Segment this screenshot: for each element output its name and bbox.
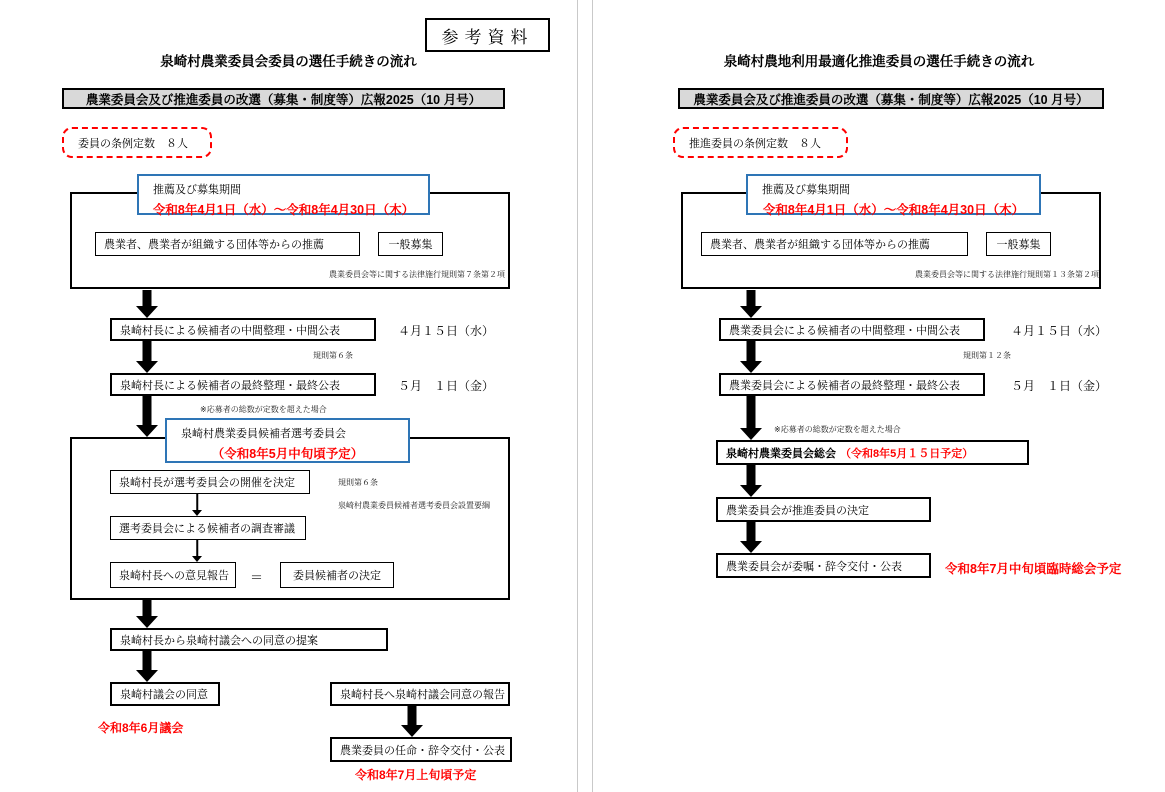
left-final-box: 泉崎村長による候補者の最終整理・最終公表 [110, 373, 376, 396]
right-period-label: 推薦及び募集期間 [762, 184, 850, 196]
right-final-date: ５月 １日（金） [1011, 379, 1108, 393]
down-arrow [136, 600, 158, 628]
left-appointment-schedule-note: 令和8年7月上旬頃予定 [355, 768, 477, 782]
left-appointment-box: 農業委員の任命・辞令交付・公表 [330, 737, 512, 762]
left-section-header: 農業委員会及び推進委員の改選（募集・制度等）広報2025（10 月号） [62, 88, 505, 109]
right-interim-box: 農業委員会による候補者の中間整理・中間公表 [719, 318, 985, 341]
down-arrow [136, 396, 158, 437]
right-quota-text: 推進委員の条例定数 ８人 [689, 137, 821, 150]
equals-sign: ＝ [250, 570, 264, 585]
left-public-recruitment-box: 一般募集 [378, 232, 443, 256]
right-general-assembly-box [716, 440, 1029, 465]
left-rule-note-2: 規則第６条 [338, 478, 378, 487]
right-public-recruitment-box: 一般募集 [986, 232, 1051, 256]
left-quota-text: 委員の条例定数 ８人 [78, 137, 188, 150]
left-review-box: 選考委員会による候補者の調査審議 [110, 516, 306, 540]
right-section-header: 農業委員会及び推進委員の改選（募集・制度等）広報2025（10 月号） [678, 88, 1104, 109]
left-selection-committee-date: （令和8年5月中旬頃予定） [211, 447, 364, 461]
down-arrow [401, 706, 423, 737]
right-law-note: 農業委員会等に関する法律施行規則第１３条第２項 [915, 270, 1099, 279]
left-selection-committee-title: 泉崎村農業委員候補者選考委員会 [181, 428, 346, 440]
left-council-consent-box: 泉崎村議会の同意 [110, 682, 220, 706]
left-rule-note-3: 泉崎村農業委員候補者選考委員会設置要綱 [338, 501, 490, 510]
left-rule-note-1: 規則第６条 [313, 351, 353, 360]
left-proposal-box: 泉崎村長から泉崎村議会への同意の提案 [110, 628, 388, 651]
left-page-title: 泉崎村農業委員会委員の選任手続きの流れ [160, 54, 417, 69]
down-arrow [136, 290, 158, 318]
right-decision-box: 農業委員会が推進委員の決定 [716, 497, 931, 522]
down-arrow [740, 290, 762, 318]
right-appointment-schedule-note: 令和8年7月中旬頃臨時総会予定 [945, 562, 1122, 576]
left-law-note: 農業委員会等に関する法律施行規則第７条第２項 [329, 270, 505, 279]
down-arrow-thin [191, 540, 203, 562]
reference-label: 参考資料 [441, 27, 534, 47]
reference-label-box [425, 18, 550, 52]
page-right [592, 0, 1165, 792]
right-period-box [746, 174, 1041, 215]
right-final-box: 農業委員会による候補者の最終整理・最終公表 [719, 373, 985, 396]
left-decide-meeting-box: 泉崎村長が選考委員会の開催を決定 [110, 470, 310, 494]
left-selection-committee-box [165, 418, 410, 463]
down-arrow-thin [191, 494, 203, 516]
left-quota-box [62, 127, 212, 158]
left-consent-report-box: 泉崎村長へ泉崎村議会同意の報告 [330, 682, 510, 706]
down-arrow [740, 341, 762, 373]
left-interim-date: ４月１５日（水） [398, 324, 495, 338]
left-period-box [137, 174, 430, 215]
down-arrow [136, 651, 158, 682]
left-over-quota-note: ※応募者の総数が定数を超えた場合 [200, 405, 327, 414]
right-recommendation-box: 農業者、農業者が組織する団体等からの推薦 [701, 232, 968, 256]
right-page-title: 泉崎村農地利用最適化推進委員の選任手続きの流れ [723, 54, 1035, 69]
right-interim-date: ４月１５日（水） [1011, 324, 1108, 338]
left-period-dates: 令和8年4月1日（水）～令和8年4月30日（木） [152, 203, 415, 217]
right-commission-box: 農業委員会が委嘱・辞令交付・公表 [716, 553, 931, 578]
down-arrow [740, 396, 762, 440]
right-quota-box [673, 127, 848, 158]
left-period-label: 推薦及び募集期間 [153, 184, 241, 196]
right-period-dates: 令和8年4月1日（水）～令和8年4月30日（木） [762, 203, 1025, 217]
right-over-quota-note: ※応募者の総数が定数を超えた場合 [774, 425, 901, 434]
right-assembly-date: （令和8年5月１５日予定） [840, 447, 974, 460]
down-arrow [740, 465, 762, 497]
left-candidate-decision-box: 委員候補者の決定 [280, 562, 394, 588]
left-consent-schedule-note: 令和8年6月議会 [98, 721, 184, 735]
left-interim-box: 泉崎村長による候補者の中間整理・中間公表 [110, 318, 376, 341]
left-opinion-report-box: 泉崎村長への意見報告 [110, 562, 236, 588]
left-final-date: ５月 １日（金） [398, 379, 495, 393]
down-arrow [136, 341, 158, 373]
right-rule-note-1: 規則第１２条 [963, 351, 1011, 360]
right-assembly-title: 泉崎村農業委員会総会 [726, 447, 836, 460]
page-left [0, 0, 578, 792]
left-recommendation-box: 農業者、農業者が組織する団体等からの推薦 [95, 232, 360, 256]
down-arrow [740, 522, 762, 553]
